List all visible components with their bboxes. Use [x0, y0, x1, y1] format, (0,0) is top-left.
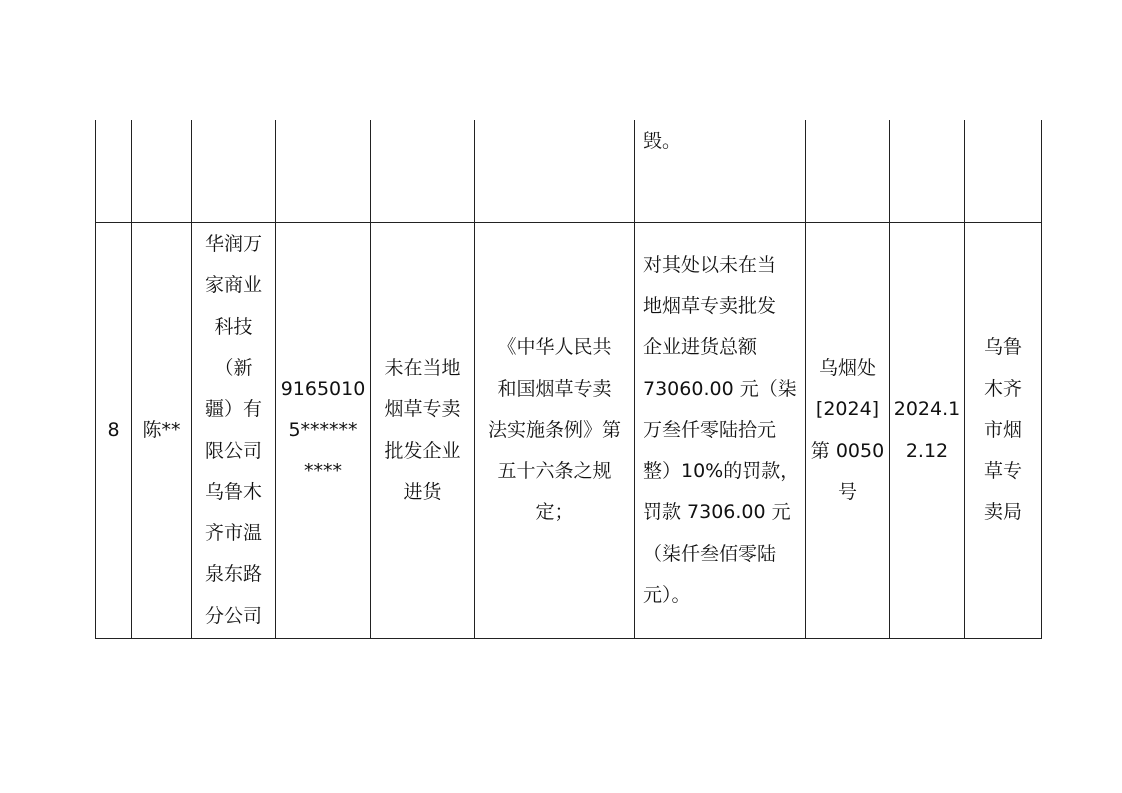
violation-cell: [371, 223, 474, 638]
authority-line: 木齐: [983, 377, 1022, 400]
company-line: 疆）有: [204, 398, 262, 421]
table-bottom-border: [95, 638, 1042, 639]
penalty-line: 对其处以未在当: [643, 253, 777, 276]
date-cell: [890, 223, 964, 638]
company-line: 乌鲁木: [204, 480, 262, 503]
previous-row-fragment: 毁。: [643, 130, 682, 152]
company-line: 分公司: [204, 604, 262, 627]
violation-line: 批发企业: [384, 439, 461, 462]
legal-basis-line: 法实施条例》第: [487, 418, 621, 441]
company-cell: [192, 223, 275, 638]
legal-basis-line: 五十六条之规: [497, 460, 612, 483]
name-cell: [132, 223, 191, 638]
penalty-line: 万叁仟零陆拾元: [643, 418, 777, 441]
date-line: 2024.1: [893, 398, 961, 421]
doc-number-line: 乌烟处: [818, 356, 876, 379]
authority-line: 草专: [983, 460, 1022, 483]
company-line: 限公司: [204, 439, 262, 462]
authority-line: 卖局: [983, 501, 1022, 524]
company-line: 华润万: [204, 233, 262, 256]
violation-line: 烟草专卖: [384, 398, 461, 421]
penalty-line: 元）。: [643, 584, 691, 607]
date-line: 2.12: [905, 439, 949, 462]
penalty-cell: [643, 223, 803, 638]
doc-number-line: [2024]: [815, 398, 880, 421]
row-index: 8: [107, 418, 120, 441]
company-line: 家商业: [204, 274, 262, 297]
legal-basis-line: 和国烟草专卖: [497, 377, 612, 400]
company-line: （新: [214, 356, 253, 379]
doc-number-line: 第 0050: [810, 439, 885, 462]
column-border: [1041, 120, 1042, 639]
penalty-line: 地烟草专卖批发: [643, 294, 777, 317]
authority-line: 乌鲁: [983, 336, 1022, 359]
person-name: 陈**: [142, 418, 181, 441]
authority-cell: [965, 223, 1041, 638]
legal-basis-cell: [475, 223, 634, 638]
column-border: [634, 120, 635, 639]
doc-number-line: 号: [837, 480, 857, 503]
legal-basis-line: 定；: [535, 501, 574, 524]
credit-code-line: ****: [304, 460, 342, 483]
doc-number-cell: [806, 223, 889, 638]
penalty-line: 企业进货总额: [643, 336, 758, 359]
penalty-line: 整）10%的罚款，: [643, 460, 800, 483]
row-index-cell: [96, 223, 131, 638]
legal-basis-line: 《中华人民共: [497, 336, 612, 359]
penalty-line: 73060.00 元（柒: [643, 377, 797, 400]
credit-code-line: 5******: [288, 418, 358, 441]
company-line: 齐市温: [204, 522, 262, 545]
violation-line: 未在当地: [384, 356, 461, 379]
penalty-line: （柒仟叁佰零陆: [643, 542, 777, 565]
credit-code-line: 9165010: [280, 377, 366, 400]
company-line: 泉东路: [204, 563, 262, 586]
authority-line: 市烟: [983, 418, 1022, 441]
credit-code-cell: [276, 223, 370, 638]
penalty-line: 罚款 7306.00 元: [643, 501, 791, 524]
violation-line: 进货: [403, 480, 442, 503]
company-line: 科技: [214, 315, 253, 338]
